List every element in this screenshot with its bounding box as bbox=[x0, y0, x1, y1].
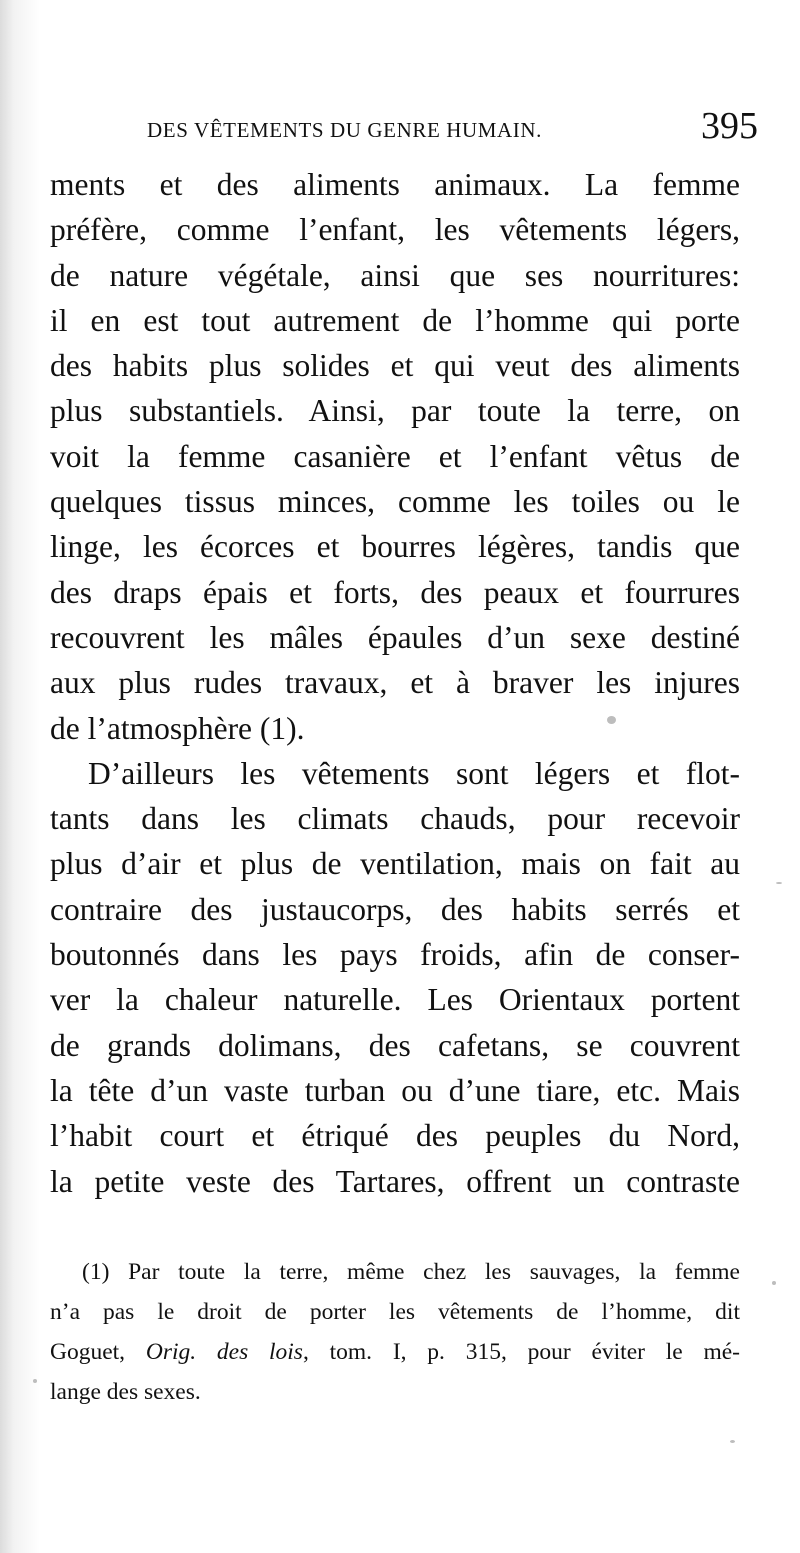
footnote-line: lange des sexes. bbox=[50, 1379, 201, 1405]
paper-speck bbox=[33, 1379, 37, 1383]
text-line: des habits plus solides et qui veut des aliments bbox=[50, 348, 740, 384]
paper-speck bbox=[772, 1281, 776, 1285]
text-line: quelques tissus minces, comme les toiles ou le bbox=[50, 484, 740, 520]
paragraph-end-line: de l’atmosphère (1). bbox=[50, 710, 305, 746]
text-line: linge, les écorces et bourres légères, tandis que bbox=[50, 529, 740, 565]
text-line: de nature végétale, ainsi que ses nourritures: bbox=[50, 257, 740, 293]
paragraph-start-line: D’ailleurs les vêtements sont légers et flot- bbox=[88, 755, 740, 791]
page-number: 395 bbox=[701, 105, 758, 147]
footnote-line: n’a pas le droit de porter les vêtements de l’homme, dit bbox=[50, 1299, 740, 1325]
text-line: préfère, comme l’enfant, les vêtements légers, bbox=[50, 212, 740, 248]
paper-speck bbox=[730, 1440, 735, 1443]
text-line: des draps épais et forts, des peaux et fourrures bbox=[50, 574, 740, 610]
text-line: de grands dolimans, des cafetans, se couvrent bbox=[50, 1027, 740, 1063]
text-line: plus d’air et plus de ventilation, mais on fait au bbox=[50, 846, 740, 882]
text-line: contraire des justaucorps, des habits serrés et bbox=[50, 891, 740, 927]
paper-speck bbox=[607, 716, 616, 724]
text-line: la tête d’un vaste turban ou d’une tiare, etc. Mais bbox=[50, 1072, 740, 1108]
text-line: ver la chaleur naturelle. Les Orientaux portent bbox=[50, 982, 740, 1018]
text-line: aux plus rudes travaux, et à braver les injures bbox=[50, 665, 740, 701]
footnote-text: , tom. I, p. 315, pour éviter le mé- bbox=[302, 1339, 740, 1365]
footnote-line bbox=[50, 1332, 740, 1372]
text-line: recouvrent les mâles épaules d’un sexe destiné bbox=[50, 619, 740, 655]
footnote-text: Goguet, bbox=[50, 1339, 146, 1365]
footnote bbox=[50, 1252, 740, 1412]
running-header bbox=[52, 104, 758, 154]
footnote-line: (1) Par toute la terre, même chez les sauvages, la femme bbox=[82, 1259, 740, 1285]
text-line: il en est tout autrement de l’homme qui porte bbox=[50, 302, 740, 338]
text-line: voit la femme casanière et l’enfant vêtus de bbox=[50, 438, 740, 474]
paper-speck bbox=[776, 882, 782, 884]
text-line: l’habit court et étriqué des peuples du Nord, bbox=[50, 1118, 740, 1154]
text-line: la petite veste des Tartares, offrent un contraste bbox=[50, 1163, 740, 1199]
text-line: tants dans les climats chauds, pour recevoir bbox=[50, 801, 740, 837]
running-title: DES VÊTEMENTS DU GENRE HUMAIN. bbox=[147, 118, 543, 142]
main-text bbox=[50, 162, 740, 1204]
text-line: boutonnés dans les pays froids, afin de conser- bbox=[50, 937, 740, 973]
text-line: plus substantiels. Ainsi, par toute la terre, on bbox=[50, 393, 740, 429]
text-line: ments et des aliments animaux. La femme bbox=[50, 167, 740, 202]
footnote-italic-title: Orig. des lois bbox=[145, 1339, 303, 1365]
